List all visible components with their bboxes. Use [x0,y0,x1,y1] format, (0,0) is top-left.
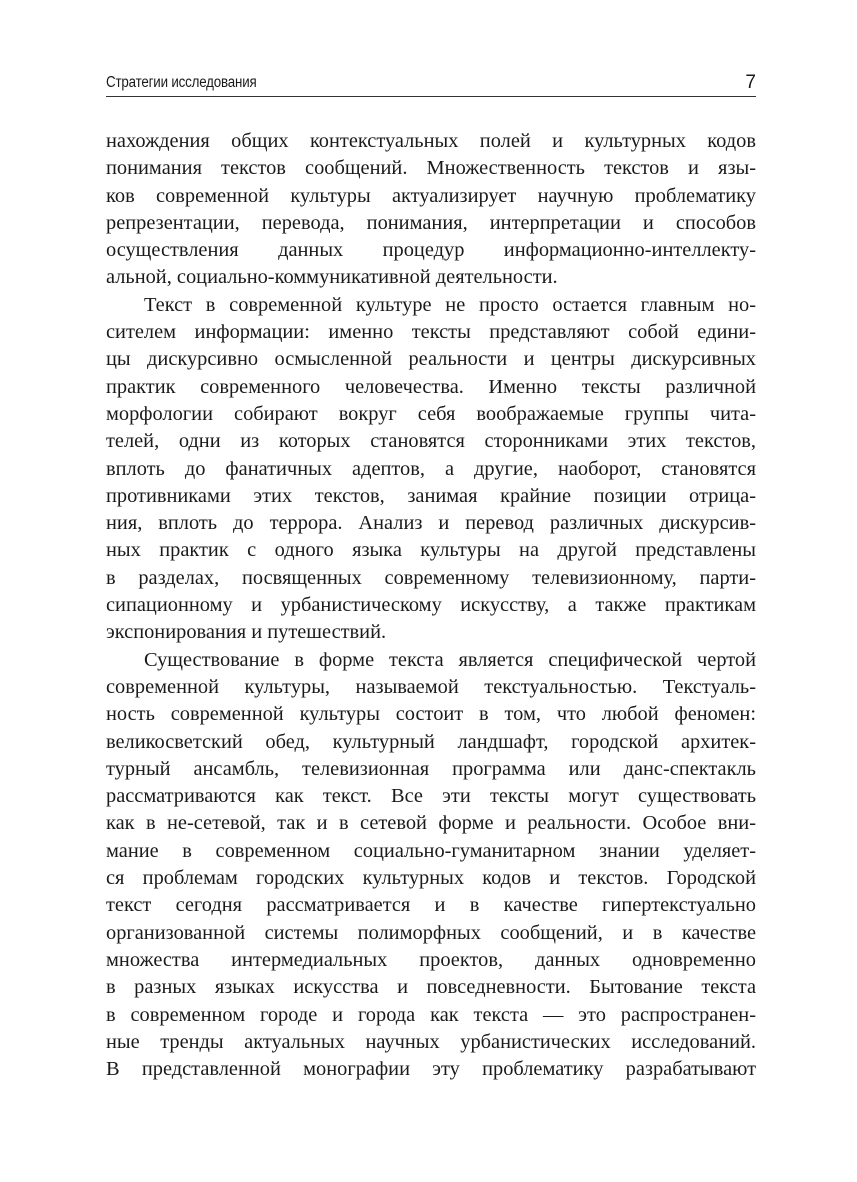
text-line: сителем информации: именно тексты представляют собой едини- [106,321,756,344]
text-line: морфологии собирают вокруг себя воображаемые группы чита- [106,402,756,425]
text-line: Текст в современной культуре не просто остается главным но- [144,293,756,316]
text-line: репрезентации, перевода, понимания, интерпретации и способов [106,211,756,234]
text-line: вплоть до фанатичных адептов, а другие, наоборот, становятся [106,457,756,480]
text-line: как в не-сетевой, так и в сетевой форме и реальности. Особое вни- [106,812,756,835]
running-title: Стратегии исследования [106,74,257,91]
text-line: В представленной монографии эту проблематику разрабатывают [106,1058,756,1081]
text-line: великосветский обед, культурный ландшафт, городской архитек- [106,730,756,753]
text-line: множества интермедиальных проектов, данных одновременно [106,948,756,971]
page-number: 7 [745,72,756,93]
paragraph [106,128,756,292]
text-line: ния, вплоть до террора. Анализ и перевод различных дискурсив- [106,512,756,535]
body-text [106,128,756,1083]
text-line: современной культуры, называемой текстуальностью. Текстуаль- [106,675,756,698]
running-header [106,62,756,97]
text-line: ные тренды актуальных научных урбанистических исследований. [106,1030,756,1053]
text-line: сипационному и урбанистическому искусству, а также практикам [106,594,756,617]
text-line: телей, одни из которых становятся сторонниками этих текстов, [106,430,756,453]
text-line: ков современной культуры актуализирует научную проблематику [106,184,756,207]
text-line: рассматриваются как текст. Все эти тексты могут существовать [106,785,756,808]
book-page [106,62,756,1083]
text-line: цы дискурсивно осмысленной реальности и центры дискурсивных [106,348,756,371]
text-line: практик современного человечества. Именно тексты различной [106,375,756,398]
text-line: ных практик с одного языка культуры на другой представлены [106,539,756,562]
text-line: в разделах, посвященных современному телевизионному, парти- [106,566,756,589]
text-line: мание в современном социально-гуманитарном знании уделяет- [106,839,756,862]
text-line: экспонирования и путешествий. [106,621,387,644]
text-line: осуществления данных процедур информационно-интеллекту- [106,239,756,262]
text-line: противниками этих текстов, занимая крайние позиции отрица- [106,484,756,507]
text-line: в разных языках искусства и повседневности. Бытование текста [106,976,756,999]
text-line: текст сегодня рассматривается и в качестве гипертекстуально [106,894,756,917]
text-line: понимания текстов сообщений. Множественность текстов и язы- [106,157,756,180]
paragraph [106,647,756,1084]
text-line: ся проблемам городских культурных кодов и текстов. Городской [106,867,756,890]
text-line: альной, социально-коммуникативной деятельности. [106,266,558,289]
text-line: организованной системы полиморфных сообщений, и в качестве [106,921,756,944]
text-line: ность современной культуры состоит в том, что любой феномен: [106,703,756,726]
text-line: нахождения общих контекстуальных полей и культурных кодов [106,130,756,152]
text-line: в современном городе и города как текста — это распространен- [106,1003,756,1026]
text-line: Существование в форме текста является специфической чертой [144,648,756,671]
paragraph [106,292,756,647]
text-line: турный ансамбль, телевизионная программа или данс-спектакль [106,757,756,780]
